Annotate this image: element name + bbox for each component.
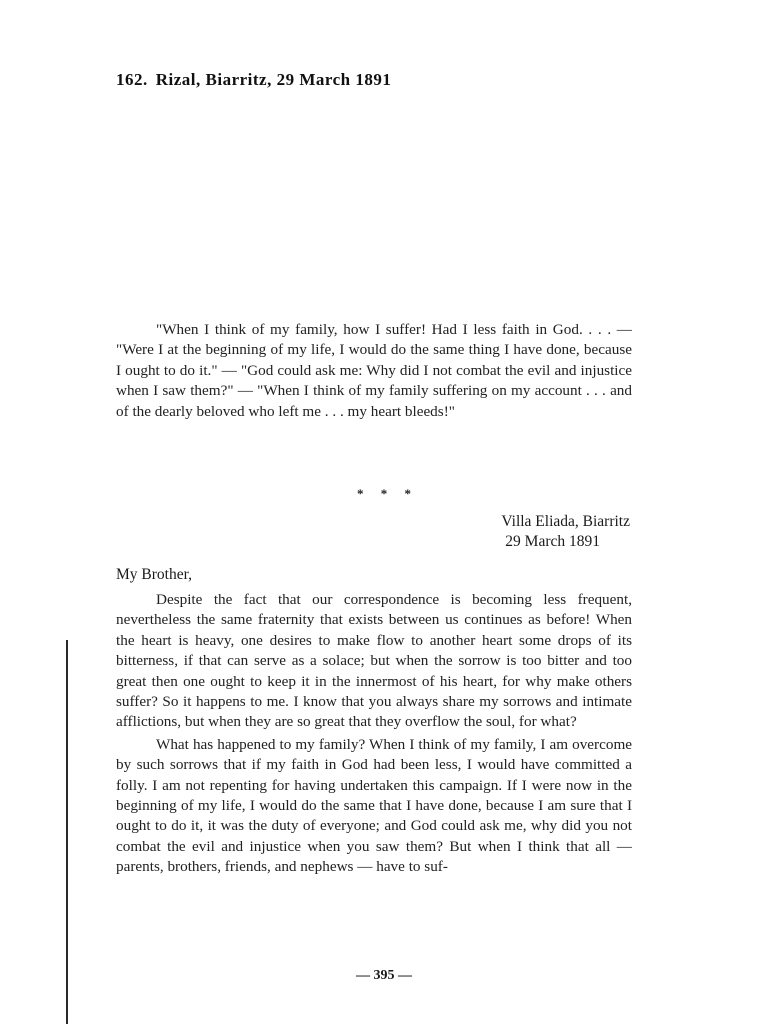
page-number: — 395 — [356,968,412,983]
dateline-place: Villa Eliada, Biarritz [501,513,630,530]
salutation: My Brother, [116,566,193,583]
epigraph-quote [116,320,632,422]
letter-number: 162. [116,70,148,89]
letter-paragraph: Despite the fact that our correspondence is becoming less frequent, nevertheless the same fraternity that exists between us continues as before! When the heart is heavy, one desires to make flow to another heart some drops of its bitterness, if that can serve as a solace; but when the sorrow is too bitter and too great then one ought to keep it in the innermost of his heart, for why make others suffer? So it happens to me. I know that you always share my sorrows and intimate afflictions, but when they are so great that they overflow the soul, for what? [116,591,632,731]
quote-paragraph: "When I think of my family, how I suffer! Had I less faith in God. . . . — "Were I at the beginning of my life, I would do the same thing I have done, because I ought to do it." — "God could ask me: Why did I not combat the evil and injustice when I saw them?" — "When I think of my family suffering on my account . . . and of the dearly beloved who left me . . . my heart bleeds!" [116,321,632,420]
letter-body [116,590,632,878]
section-separator: * * * [357,486,411,501]
dateline-date: 29 March 1891 [505,533,600,550]
letter-paragraph: What has happened to my family? When I think of my family, I am overcome by such sorrows that if my faith in God had been less, I would have committed a folly. I am not repenting for having undertaken this campaign. If I were now in the beginning of my life, I would do the same that I have done, because I am sure that I ought to do it, it was the duty of everyone; and God could ask me, why did you not combat the evil and injustice when you saw them? But when I think that all — parents, brothers, friends, and nephews — have to suf- [116,735,632,876]
dateline [400,512,630,552]
page-header [116,70,391,90]
letter-title: Rizal, Biarritz, 29 March 1891 [155,70,392,89]
page-edge-line [66,640,68,1024]
